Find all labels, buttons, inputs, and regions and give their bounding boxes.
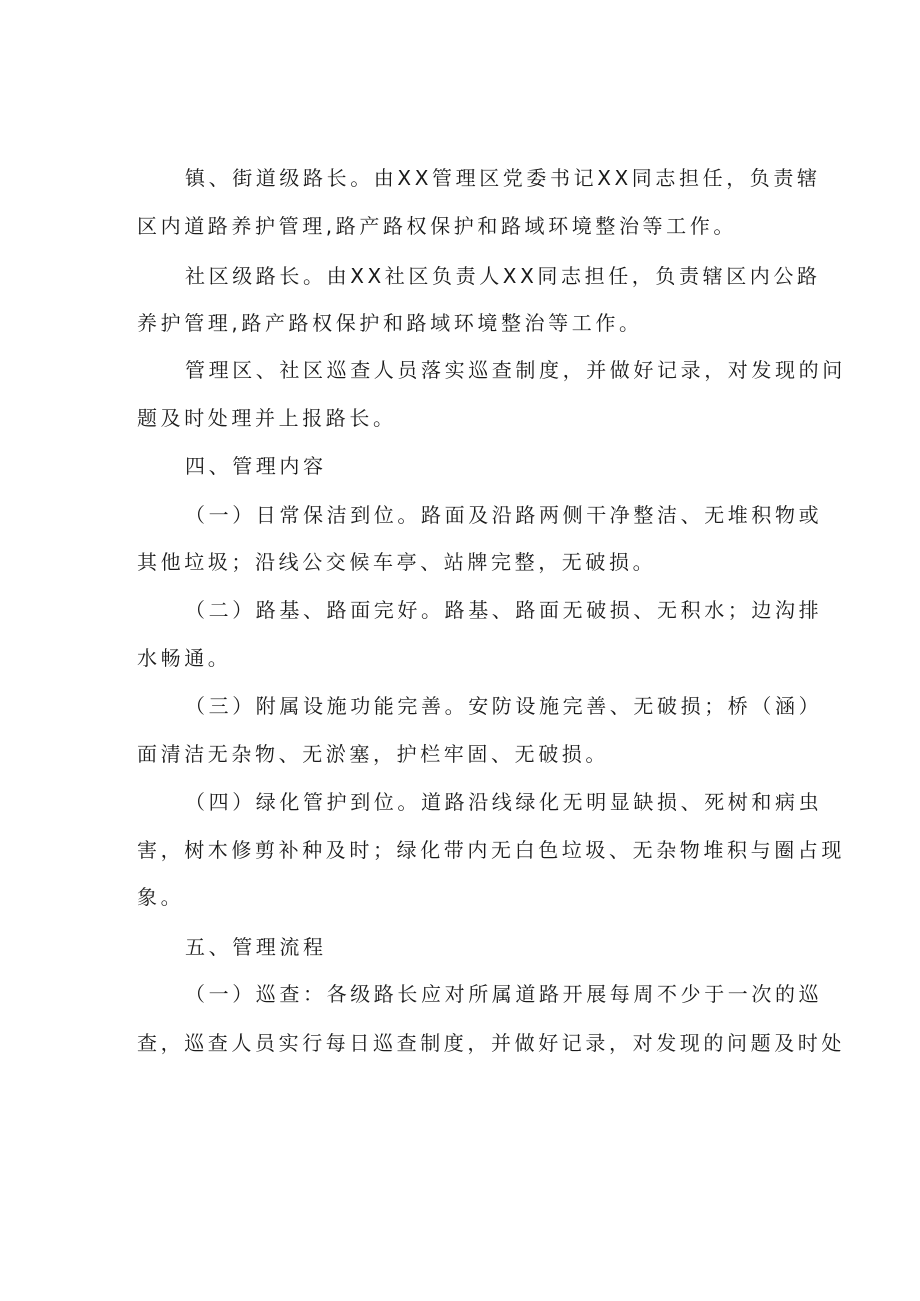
text-line: 害，树木修剪补种及时；绿化带内无白色垃圾、无杂物堆积与圈占现 <box>137 838 845 862</box>
text-line: 面清洁无杂物、无淤塞，护栏牢固、无破损。 <box>137 742 609 766</box>
text-line: （四）绿化管护到位。道路沿线绿化无明显缺损、死树和病虫 <box>185 790 823 814</box>
text-line: 象。 <box>137 885 185 909</box>
text-line: 题及时处理并上报路长。 <box>137 406 397 430</box>
section-heading: 五、管理流程 <box>185 935 327 959</box>
text-line: 管理区、社区巡查人员落实巡查制度，并做好记录，对发现的问 <box>185 358 846 382</box>
text-line: 镇、街道级路长。由XX管理区党委书记XX同志担任，负责辖 <box>185 166 821 190</box>
text-line: 区内道路养护管理,路产路权保护和路域环境整治等工作。 <box>137 214 737 238</box>
text-line: 查，巡查人员实行每日巡查制度，并做好记录，对发现的问题及时处 <box>137 1031 845 1055</box>
text-line: （一）巡查：各级路长应对所属道路开展每周不少于一次的巡 <box>185 982 823 1006</box>
text-line: 养护管理,路产路权保护和路域环境整治等工作。 <box>137 311 643 335</box>
text-line: （一）日常保洁到位。路面及沿路两侧干净整洁、无堆积物或 <box>185 503 823 527</box>
text-line: （三）附属设施功能完善。安防设施完善、无破损；桥（涵） <box>185 694 823 718</box>
section-heading: 四、管理内容 <box>185 454 327 478</box>
text-line: 水畅通。 <box>137 646 232 670</box>
text-line: 其他垃圾；沿线公交候车亭、站牌完整，无破损。 <box>137 550 657 574</box>
text-line: （二）路基、路面完好。路基、路面无破损、无积水；边沟排 <box>185 598 823 622</box>
text-line: 社区级路长。由XX社区负责人XX同志担任，负责辖区内公路 <box>185 264 821 288</box>
